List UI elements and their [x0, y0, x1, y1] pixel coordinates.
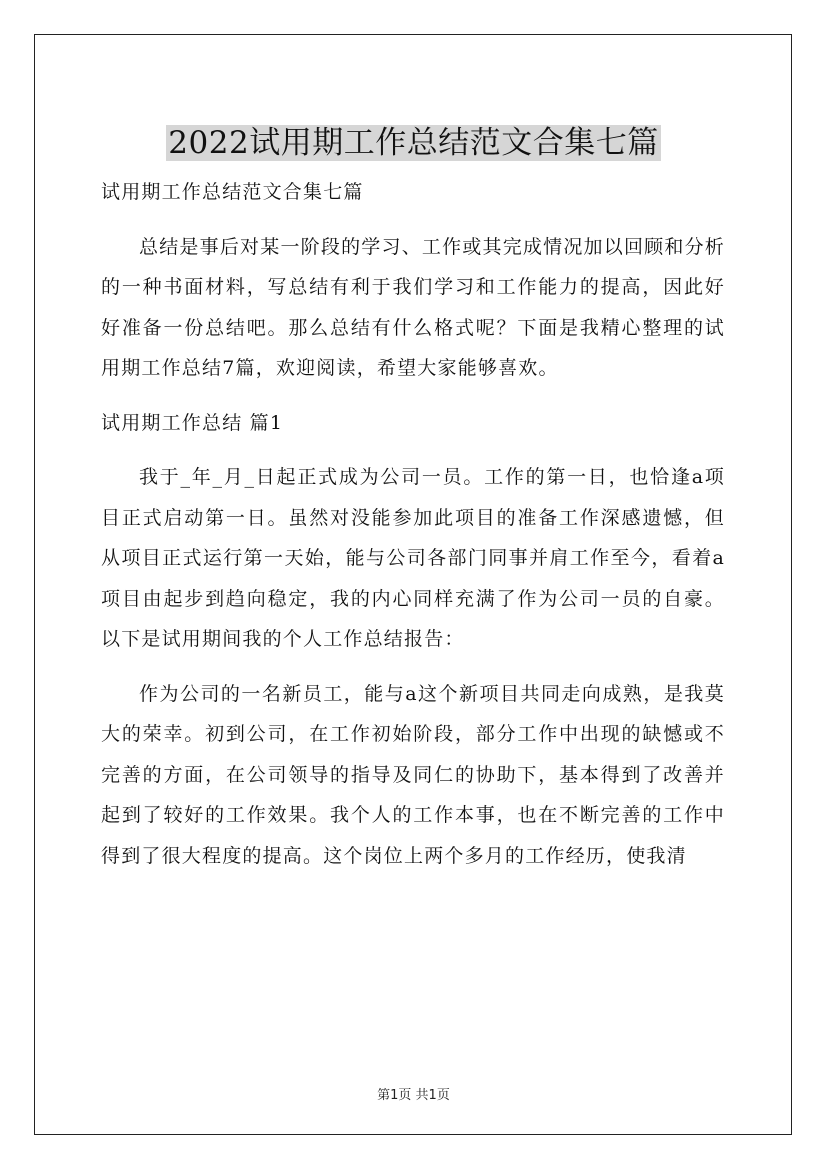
document-title-text: 2022试用期工作总结范文合集七篇	[168, 124, 659, 161]
paragraph-heading: 试用期工作总结范文合集七篇	[101, 181, 364, 203]
paragraph-intro: 总结是事后对某一阶段的学习、工作或其完成情况加以回顾和分析的一种书面材料，写总结有利于我们学习和工作能力的提高，因此好好准备一份总结吧。那么总结有什么格式呢？下面是我精心整理的试用期工作总结7篇，欢迎阅读，希望大家能够喜欢。	[101, 235, 725, 379]
page-number: 第1页 共1页	[377, 1088, 450, 1103]
paragraph-section-1b: 作为公司的一名新员工，能与a这个新项目共同走向成熟，是我莫大的荣幸。初到公司，在工作初始阶段，部分工作中出现的缺憾或不完善的方面，在公司领导的指导及同仁的协助下，基本得到了改善并起到了较好的工作效果。我个人的工作本事，也在不断完善的工作中得到了很大程度的提高。这个岗位上两个多月的工作经历，使我清	[101, 682, 725, 867]
document-title	[0, 121, 827, 165]
section-heading-1: 试用期工作总结 篇1	[101, 411, 284, 434]
paragraph-section-1a: 我于_年_月_日起正式成为公司一员。工作的第一日，也恰逢a项目正式启动第一日。虽然对没能参加此项目的准备工作深感遗憾，但从项目正式运行第一天始，能与公司各部门同事并肩工作至今，看着a项目由起步到趋向稳定，我的内心同样充满了作为公司一员的自豪。以下是试用期间我的个人工作总结报告：	[101, 466, 725, 650]
document-body	[101, 172, 725, 890]
